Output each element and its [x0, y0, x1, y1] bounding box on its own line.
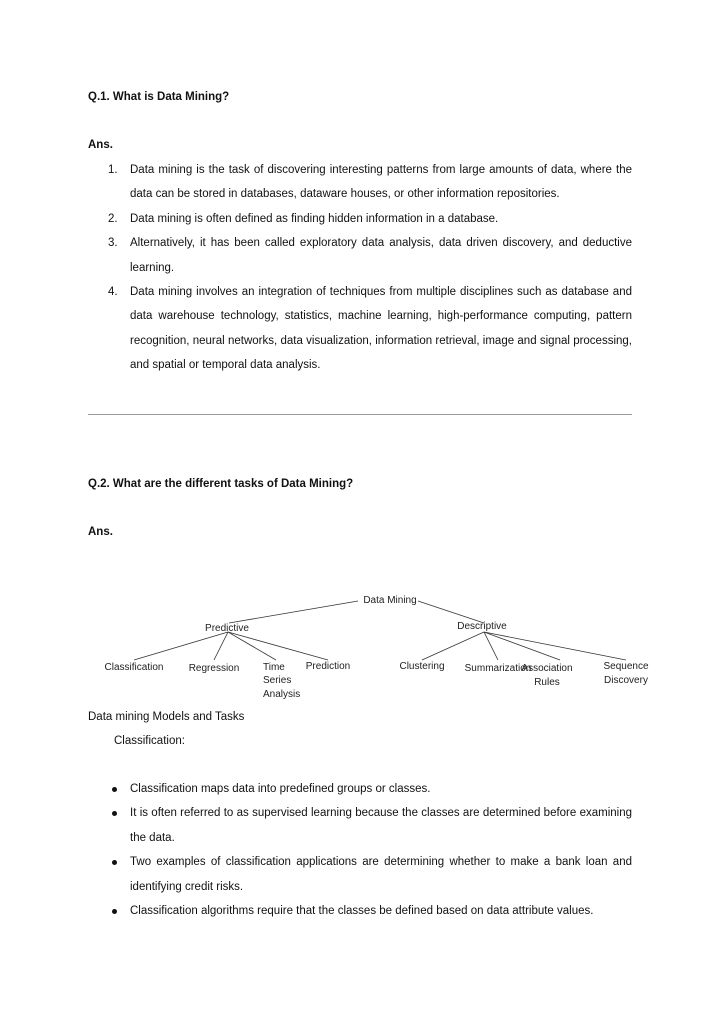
node-time-series-line-3: Analysis	[263, 689, 301, 700]
bullet-dot	[112, 811, 117, 816]
list-item-text: It is often referred to as supervised learning because the classes are determined before examining the data.	[130, 807, 632, 844]
edge-root-descriptive	[418, 601, 484, 623]
node-association-line-1: Association	[521, 663, 573, 674]
node-association-line-2: Rules	[534, 677, 560, 688]
node-clustering: Clustering	[399, 661, 445, 672]
edge-predictive-time-series	[228, 632, 276, 660]
list-item	[88, 777, 632, 801]
list-item-text: Classification algorithms require that the classes be defined based on data attribute values.	[130, 905, 594, 918]
edge-descriptive-association	[484, 632, 560, 660]
list-item	[88, 280, 632, 378]
bullet-dot	[112, 909, 117, 914]
classification-bullet-list	[88, 777, 632, 923]
list-item-text: Data mining involves an integration of techniques from multiple disciplines such as database and data warehouse technology, statistics, machine learning, high-performance computing, pattern recognition, neural networks, data visualization, information retrieval, image and signal processing, and spatial or temporal data analysis.	[130, 286, 632, 372]
node-descriptive: Descriptive	[457, 621, 507, 632]
node-time-series-line-1: Time	[263, 662, 285, 673]
definition-list	[88, 158, 632, 378]
answer-2-label: Ans.	[88, 526, 113, 538]
section-divider	[88, 414, 632, 415]
question-1-heading: Q.1. What is Data Mining?	[88, 91, 230, 103]
edge-descriptive-sequence	[484, 632, 626, 660]
list-item	[88, 231, 632, 280]
edge-predictive-prediction	[228, 632, 328, 660]
list-item	[88, 850, 632, 899]
data-mining-tree-diagram	[96, 590, 656, 702]
answer-1-label: Ans.	[88, 139, 113, 151]
list-item-text: Data mining is the task of discovering interesting patterns from large amounts of data, where the data can be stored in databases, dataware houses, or other information repositories.	[130, 164, 632, 201]
node-classification: Classification	[104, 662, 164, 673]
node-predictive: Predictive	[205, 623, 249, 634]
bullet-dot	[112, 787, 117, 792]
node-summarization: Summarization	[464, 663, 532, 674]
edge-root-predictive	[229, 601, 358, 623]
edge-predictive-regression	[214, 632, 228, 660]
node-time-series-line-2: Series	[263, 675, 292, 686]
list-item	[88, 801, 632, 850]
list-item-number: 1.	[108, 164, 118, 176]
node-prediction: Prediction	[305, 661, 351, 672]
edge-predictive-classification	[134, 632, 228, 660]
node-regression: Regression	[188, 663, 240, 674]
list-item-text: Alternatively, it has been called exploratory data analysis, data driven discovery, and deductive learning.	[130, 237, 632, 274]
list-item-number: 4.	[108, 286, 118, 299]
bullet-dot	[112, 860, 117, 865]
classification-heading: Classification:	[114, 735, 185, 747]
list-item	[88, 158, 632, 207]
list-item-text: Data mining is often defined as finding hidden information in a database.	[130, 212, 499, 225]
list-item-text: Two examples of classification applications are determining whether to make a bank loan and identifying credit risks.	[130, 856, 632, 893]
node-data-mining: Data Mining	[363, 595, 417, 606]
node-sequence-line-1: Sequence	[603, 661, 649, 672]
question-2-heading: Q.2. What are the different tasks of Data Mining?	[88, 478, 354, 490]
list-item	[88, 207, 632, 231]
list-item	[88, 899, 632, 923]
edge-descriptive-clustering	[422, 632, 484, 660]
diagram-caption: Data mining Models and Tasks	[88, 711, 245, 723]
list-item-number: 3.	[108, 237, 118, 250]
list-item-text: Classification maps data into predefined groups or classes.	[130, 783, 431, 795]
list-item-number: 2.	[108, 212, 118, 225]
node-sequence-line-2: Discovery	[604, 675, 648, 686]
